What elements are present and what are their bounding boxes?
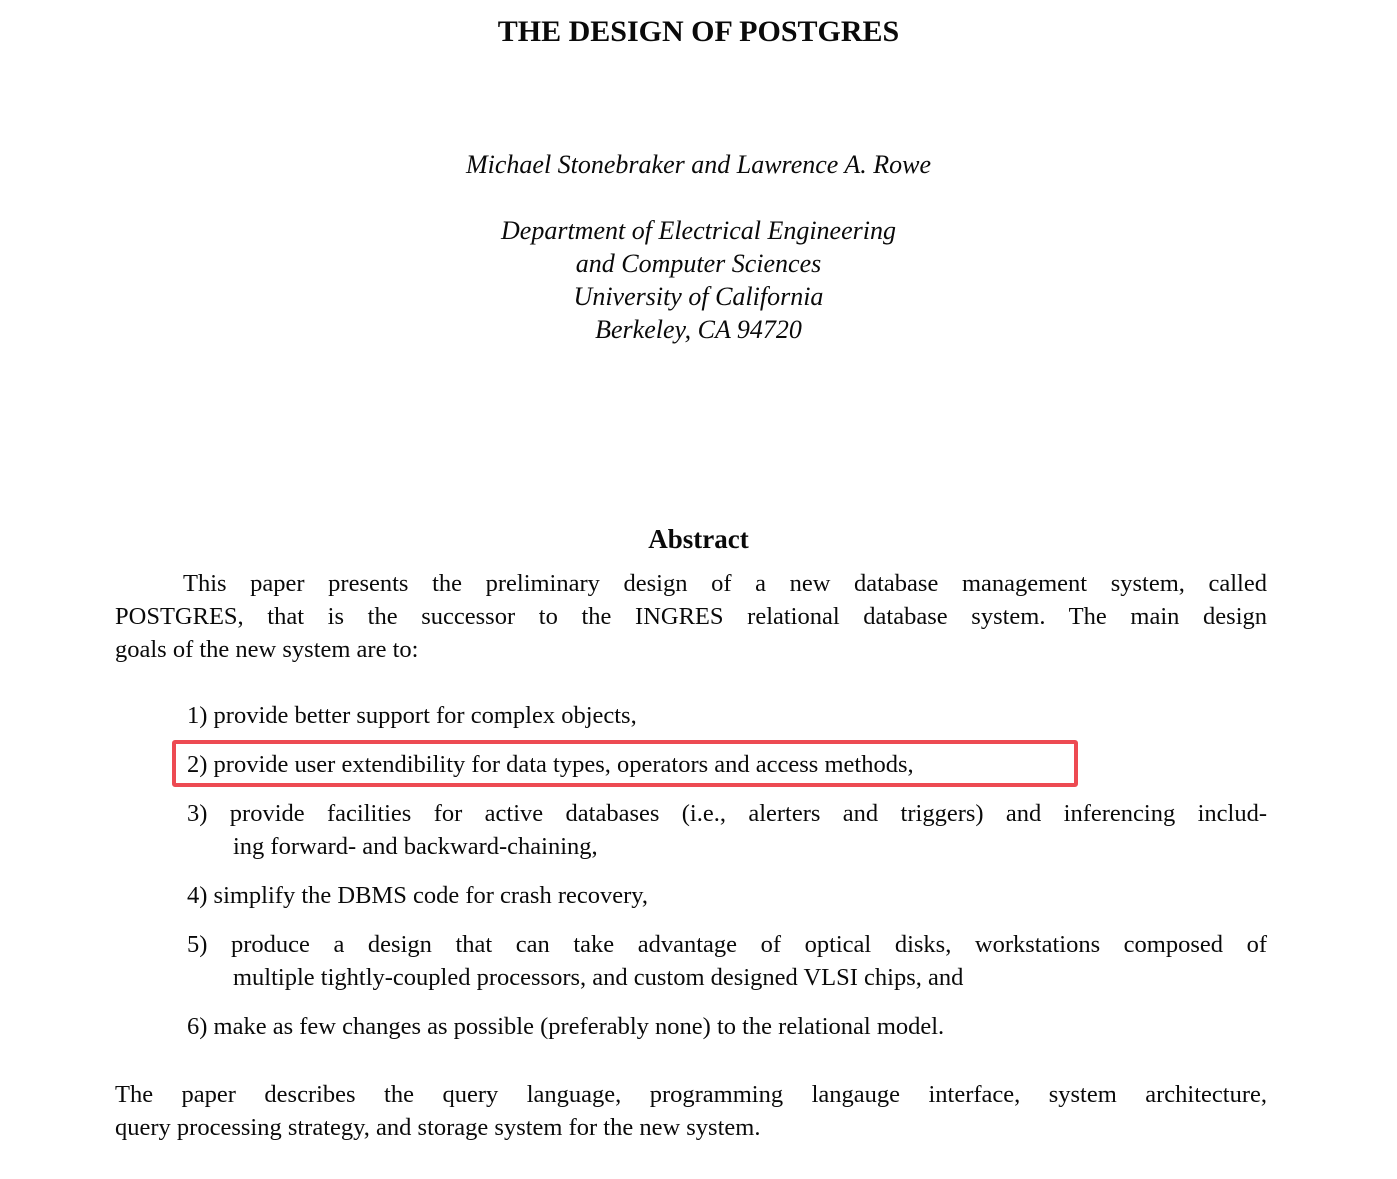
affiliation-line-university: University of California bbox=[573, 282, 824, 311]
closing-line: The paper describes the query language, programming langauge interface, system architecture, bbox=[115, 1081, 1267, 1108]
affiliation-block bbox=[0, 214, 1397, 346]
goal-line-continuation: multiple tightly-coupled processors, and custom designed VLSI chips, and bbox=[233, 964, 964, 991]
abstract-paragraph bbox=[115, 567, 1267, 666]
affiliation-line-department: Department of Electrical Engineering bbox=[501, 216, 896, 245]
affiliation-line-department2: and Computer Sciences bbox=[575, 249, 822, 278]
goal-item-1 bbox=[187, 699, 1267, 732]
goal-line: 3) provide facilities for active databases (i.e., alerters and triggers) and inferencing includ- bbox=[187, 800, 1267, 827]
goal-line: 4) simplify the DBMS code for crash recovery, bbox=[187, 882, 649, 909]
goal-line-continuation: ing forward- and backward-chaining, bbox=[233, 833, 598, 860]
goal-item-3 bbox=[187, 797, 1267, 863]
document-page bbox=[0, 14, 1397, 1179]
goal-line: 6) make as few changes as possible (preferably none) to the relational model. bbox=[187, 1013, 945, 1040]
goals-list bbox=[187, 699, 1267, 1043]
closing-line: query processing strategy, and storage system for the new system. bbox=[115, 1114, 761, 1141]
affiliation-line-city: Berkeley, CA 94720 bbox=[595, 315, 802, 344]
paper-title: THE DESIGN OF POSTGRES bbox=[497, 15, 900, 48]
abstract-heading: Abstract bbox=[648, 524, 749, 554]
goal-line: 2) provide user extendibility for data types, operators and access methods, bbox=[187, 751, 914, 778]
abstract-line: This paper presents the preliminary design of a new database management system, called bbox=[183, 570, 1267, 597]
abstract-line: POSTGRES, that is the successor to the INGRES relational database system. The main design bbox=[115, 603, 1267, 630]
goal-item-4 bbox=[187, 879, 1267, 912]
goal-line: 1) provide better support for complex objects, bbox=[187, 702, 637, 729]
goal-item-6 bbox=[187, 1010, 1267, 1043]
goal-item-5 bbox=[187, 928, 1267, 994]
authors-line: Michael Stonebraker and Lawrence A. Rowe bbox=[465, 150, 932, 179]
abstract-line: goals of the new system are to: bbox=[115, 636, 419, 663]
goal-item-2 bbox=[187, 748, 1267, 781]
goal-line: 5) produce a design that can take advantage of optical disks, workstations composed of bbox=[187, 931, 1267, 958]
closing-paragraph bbox=[115, 1078, 1267, 1144]
